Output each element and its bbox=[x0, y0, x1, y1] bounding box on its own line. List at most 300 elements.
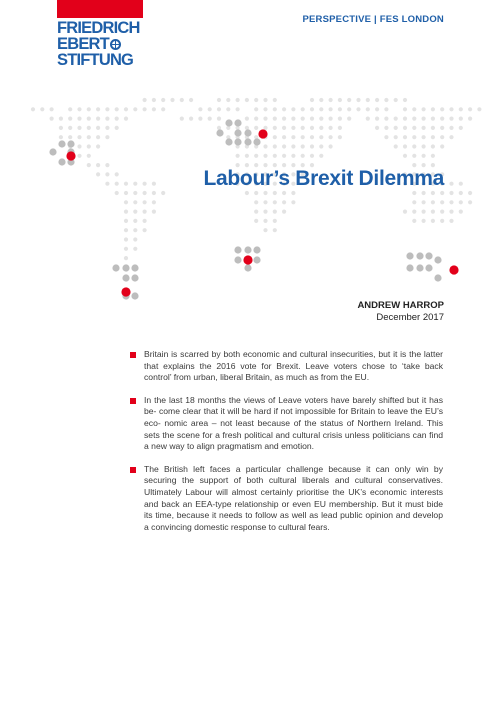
map-dot bbox=[291, 117, 295, 121]
map-dot bbox=[459, 107, 463, 111]
map-dot bbox=[124, 247, 128, 251]
map-dot bbox=[68, 126, 72, 130]
map-dot bbox=[338, 135, 342, 139]
map-dot bbox=[468, 107, 472, 111]
map-dot bbox=[291, 107, 295, 111]
map-dot-red bbox=[121, 287, 130, 296]
map-dot bbox=[412, 191, 416, 195]
fes-logo bbox=[57, 20, 167, 68]
map-dot-highlight bbox=[225, 138, 232, 145]
bullet-square-icon bbox=[130, 352, 136, 358]
map-dot bbox=[143, 200, 147, 204]
map-dot bbox=[366, 98, 370, 102]
map-dot bbox=[87, 107, 91, 111]
map-dot bbox=[161, 98, 165, 102]
map-dot bbox=[412, 126, 416, 130]
map-dot bbox=[236, 154, 240, 158]
map-dot bbox=[422, 210, 426, 214]
map-dot bbox=[366, 107, 370, 111]
map-dot bbox=[68, 135, 72, 139]
map-dot bbox=[152, 200, 156, 204]
map-dot bbox=[59, 135, 63, 139]
map-dot bbox=[440, 200, 444, 204]
map-dot bbox=[403, 144, 407, 148]
map-dot-highlight bbox=[253, 246, 260, 253]
map-dot bbox=[105, 126, 109, 130]
map-dot-highlight bbox=[253, 256, 260, 263]
map-dot-red bbox=[449, 265, 458, 274]
map-dot bbox=[347, 98, 351, 102]
map-dot bbox=[347, 107, 351, 111]
map-dot bbox=[143, 219, 147, 223]
map-dot bbox=[133, 237, 137, 241]
logo-red-bar bbox=[57, 0, 143, 18]
map-dot bbox=[115, 126, 119, 130]
map-dot-highlight bbox=[225, 119, 232, 126]
map-dot bbox=[87, 135, 91, 139]
map-dot bbox=[329, 135, 333, 139]
map-dot bbox=[329, 107, 333, 111]
map-dot-highlight bbox=[244, 129, 251, 136]
map-dot bbox=[319, 117, 323, 121]
map-dot-highlight bbox=[425, 252, 432, 259]
map-dot bbox=[124, 228, 128, 232]
map-dot bbox=[152, 98, 156, 102]
map-dot bbox=[254, 191, 258, 195]
map-dot bbox=[40, 107, 44, 111]
map-dot bbox=[282, 135, 286, 139]
map-dot bbox=[273, 200, 277, 204]
map-dot bbox=[245, 117, 249, 121]
map-dot bbox=[50, 107, 54, 111]
map-dot bbox=[310, 107, 314, 111]
map-dot bbox=[282, 144, 286, 148]
map-dot bbox=[449, 200, 453, 204]
map-dot bbox=[273, 126, 277, 130]
map-dot bbox=[394, 126, 398, 130]
map-dot bbox=[403, 210, 407, 214]
map-dot bbox=[422, 126, 426, 130]
logo-line-3: STIFTUNG bbox=[57, 51, 134, 69]
logo-line-2 bbox=[57, 36, 167, 52]
map-dot-highlight bbox=[244, 138, 251, 145]
map-dot bbox=[440, 210, 444, 214]
map-dot bbox=[431, 191, 435, 195]
map-dot bbox=[133, 191, 137, 195]
map-dot bbox=[198, 107, 202, 111]
map-dot-highlight bbox=[434, 256, 441, 263]
map-dot bbox=[263, 144, 267, 148]
map-dot bbox=[161, 191, 165, 195]
map-dot bbox=[96, 144, 100, 148]
map-dot bbox=[263, 200, 267, 204]
map-dot bbox=[273, 228, 277, 232]
map-dot bbox=[282, 191, 286, 195]
map-dot bbox=[161, 107, 165, 111]
map-dot bbox=[77, 135, 81, 139]
map-dot bbox=[431, 219, 435, 223]
map-dot bbox=[273, 144, 277, 148]
map-dot bbox=[133, 247, 137, 251]
map-dot bbox=[412, 200, 416, 204]
map-dot bbox=[301, 144, 305, 148]
map-dot bbox=[422, 154, 426, 158]
map-dot bbox=[217, 107, 221, 111]
map-dot bbox=[440, 107, 444, 111]
map-dot bbox=[96, 126, 100, 130]
map-dot bbox=[291, 191, 295, 195]
map-dot bbox=[282, 117, 286, 121]
bullet-square-icon bbox=[130, 467, 136, 473]
map-dot bbox=[124, 191, 128, 195]
map-dot-highlight bbox=[416, 252, 423, 259]
map-dot bbox=[105, 117, 109, 121]
map-dot bbox=[422, 191, 426, 195]
map-dot-highlight bbox=[234, 138, 241, 145]
map-dot bbox=[422, 107, 426, 111]
map-dot bbox=[422, 135, 426, 139]
map-dot bbox=[338, 98, 342, 102]
map-dot bbox=[254, 154, 258, 158]
map-dot bbox=[412, 154, 416, 158]
map-dot bbox=[68, 117, 72, 121]
map-dot bbox=[263, 126, 267, 130]
map-dot bbox=[87, 144, 91, 148]
map-dot bbox=[254, 219, 258, 223]
map-dot bbox=[124, 256, 128, 260]
map-dot-highlight bbox=[112, 264, 119, 271]
map-dot bbox=[477, 107, 481, 111]
map-dot bbox=[273, 219, 277, 223]
map-dot bbox=[143, 191, 147, 195]
bullet-item bbox=[130, 395, 443, 453]
map-dot bbox=[431, 154, 435, 158]
map-dot bbox=[384, 117, 388, 121]
map-dot bbox=[319, 98, 323, 102]
map-dot bbox=[115, 107, 119, 111]
map-dot bbox=[208, 117, 212, 121]
map-dot bbox=[319, 126, 323, 130]
map-dot-red bbox=[66, 151, 75, 160]
map-dot bbox=[254, 210, 258, 214]
map-dot bbox=[263, 154, 267, 158]
map-dot bbox=[263, 117, 267, 121]
bullet-text: The British left faces a particular challenge because it can only win by securing the support of both cultural liberals and cultural conservatives. Ultimately Labour will almost certainly prioritise the UK’s economic interests and back an EEA-type relationship or even EU membership. But it must bide its time, because it needs to follow as well as lead public opinion and develop a convincing domestic response to cultural fears. bbox=[144, 463, 443, 532]
map-dot bbox=[449, 107, 453, 111]
map-dot bbox=[440, 117, 444, 121]
map-dot bbox=[282, 126, 286, 130]
map-dot bbox=[77, 144, 81, 148]
map-dot bbox=[254, 126, 258, 130]
map-dot-highlight bbox=[416, 264, 423, 271]
map-dot bbox=[412, 107, 416, 111]
map-dot bbox=[440, 191, 444, 195]
globe-icon bbox=[110, 39, 121, 50]
map-dot bbox=[459, 200, 463, 204]
map-dot bbox=[468, 117, 472, 121]
map-dot bbox=[301, 126, 305, 130]
map-dot bbox=[329, 117, 333, 121]
map-dot bbox=[273, 191, 277, 195]
map-dot bbox=[459, 182, 463, 186]
map-dot bbox=[384, 107, 388, 111]
map-dot bbox=[440, 135, 444, 139]
series-label: PERSPECTIVE | FES LONDON bbox=[302, 14, 444, 25]
map-dot bbox=[412, 135, 416, 139]
map-dot bbox=[273, 107, 277, 111]
map-dot bbox=[50, 117, 54, 121]
map-dot bbox=[412, 219, 416, 223]
map-dot bbox=[347, 117, 351, 121]
map-dot bbox=[449, 219, 453, 223]
map-dot bbox=[422, 200, 426, 204]
map-dot-highlight bbox=[122, 274, 129, 281]
map-dot bbox=[273, 98, 277, 102]
map-dot bbox=[124, 107, 128, 111]
map-dot bbox=[59, 117, 63, 121]
map-dot bbox=[440, 219, 444, 223]
map-dot-red bbox=[243, 255, 252, 264]
map-dot bbox=[301, 107, 305, 111]
map-dot bbox=[152, 107, 156, 111]
map-dot bbox=[356, 107, 360, 111]
world-dot-map bbox=[0, 90, 504, 330]
map-dot bbox=[152, 191, 156, 195]
map-dot bbox=[77, 107, 81, 111]
map-dot bbox=[254, 98, 258, 102]
map-dot-highlight bbox=[406, 252, 413, 259]
map-dot bbox=[440, 126, 444, 130]
map-dot bbox=[319, 144, 323, 148]
map-dot bbox=[394, 98, 398, 102]
map-dot-highlight bbox=[406, 264, 413, 271]
map-dot bbox=[180, 98, 184, 102]
map-dot bbox=[282, 107, 286, 111]
map-dot bbox=[459, 126, 463, 130]
map-dot bbox=[236, 98, 240, 102]
summary-bullets bbox=[130, 349, 443, 544]
map-dot-highlight bbox=[58, 158, 65, 165]
map-dot bbox=[394, 144, 398, 148]
map-dot bbox=[403, 154, 407, 158]
map-dot-highlight bbox=[58, 140, 65, 147]
map-dot bbox=[273, 154, 277, 158]
map-dot bbox=[301, 154, 305, 158]
map-dot bbox=[394, 117, 398, 121]
map-dot bbox=[338, 117, 342, 121]
map-dot bbox=[254, 107, 258, 111]
document-title: Labour’s Brexit Dilemma bbox=[203, 167, 444, 190]
map-dot-highlight bbox=[244, 264, 251, 271]
map-dot bbox=[124, 219, 128, 223]
map-dot bbox=[245, 98, 249, 102]
map-dot-highlight bbox=[425, 264, 432, 271]
map-dot bbox=[217, 117, 221, 121]
map-dot bbox=[273, 210, 277, 214]
map-dot bbox=[329, 144, 333, 148]
map-dot bbox=[96, 117, 100, 121]
map-dot bbox=[189, 117, 193, 121]
bullet-item bbox=[130, 349, 443, 384]
map-dot bbox=[105, 135, 109, 139]
map-dot bbox=[143, 98, 147, 102]
map-dot bbox=[375, 107, 379, 111]
map-dot bbox=[449, 117, 453, 121]
map-dot bbox=[263, 191, 267, 195]
map-dot-highlight bbox=[122, 264, 129, 271]
map-dot bbox=[133, 219, 137, 223]
map-dot bbox=[356, 98, 360, 102]
map-dot bbox=[375, 126, 379, 130]
map-dot-highlight bbox=[67, 140, 74, 147]
bullet-text: Britain is scarred by both economic and cultural insecurities, but it is the latter that explains the 2016 vote for Brexit. Leave voters chose to ‘take back control’ from urban, liberal Britain, as much as from the EU. bbox=[144, 349, 443, 383]
map-dot bbox=[468, 191, 472, 195]
map-dot bbox=[105, 107, 109, 111]
map-dot bbox=[449, 126, 453, 130]
map-dot-highlight bbox=[131, 264, 138, 271]
map-dot bbox=[422, 144, 426, 148]
map-dot-highlight bbox=[253, 138, 260, 145]
map-dot bbox=[319, 135, 323, 139]
map-dot bbox=[236, 107, 240, 111]
map-dot bbox=[87, 117, 91, 121]
map-dot bbox=[263, 107, 267, 111]
map-dot bbox=[412, 144, 416, 148]
map-dot bbox=[124, 117, 128, 121]
map-dot bbox=[384, 135, 388, 139]
map-dot bbox=[291, 144, 295, 148]
map-dot bbox=[189, 98, 193, 102]
map-dot bbox=[412, 117, 416, 121]
map-dot bbox=[431, 117, 435, 121]
map-dot bbox=[263, 219, 267, 223]
map-dot bbox=[310, 135, 314, 139]
map-dot bbox=[422, 117, 426, 121]
map-dot bbox=[329, 98, 333, 102]
map-dot bbox=[403, 117, 407, 121]
map-dot bbox=[87, 126, 91, 130]
map-dot bbox=[403, 126, 407, 130]
map-dot bbox=[143, 107, 147, 111]
map-dot-highlight bbox=[131, 274, 138, 281]
map-dot bbox=[449, 210, 453, 214]
map-dot bbox=[431, 135, 435, 139]
map-dot bbox=[226, 107, 230, 111]
map-dot bbox=[254, 200, 258, 204]
map-dot bbox=[273, 135, 277, 139]
map-dot bbox=[310, 117, 314, 121]
map-dot-highlight bbox=[234, 129, 241, 136]
map-dot bbox=[273, 117, 277, 121]
map-dot bbox=[124, 210, 128, 214]
map-dot bbox=[412, 210, 416, 214]
map-dot-highlight bbox=[216, 129, 223, 136]
map-dot bbox=[329, 126, 333, 130]
map-dot bbox=[403, 98, 407, 102]
map-dot bbox=[263, 228, 267, 232]
map-dot bbox=[124, 237, 128, 241]
bullet-square-icon bbox=[130, 398, 136, 404]
map-dot-highlight bbox=[131, 292, 138, 299]
map-dot-highlight bbox=[49, 148, 56, 155]
map-dot bbox=[245, 191, 249, 195]
map-dot bbox=[282, 200, 286, 204]
map-dot bbox=[282, 210, 286, 214]
map-dot-highlight bbox=[234, 246, 241, 253]
map-dot bbox=[449, 191, 453, 195]
map-dot bbox=[422, 219, 426, 223]
map-dot bbox=[468, 200, 472, 204]
map-dot bbox=[431, 107, 435, 111]
map-dot bbox=[133, 210, 137, 214]
map-dot bbox=[310, 154, 314, 158]
map-dot bbox=[31, 107, 35, 111]
map-dot bbox=[375, 117, 379, 121]
bullet-text: In the last 18 months the views of Leave voters have barely shifted but it has be- come clear that it will be hard if not impossible for Britain to leave the EU’s eco- nomic area – not least because of the status of Northern Ireland. This sets the scene for a fresh political and cultural crisis unless politicians can find a new way to align pragmatism and emotion. bbox=[144, 394, 443, 452]
map-dot bbox=[449, 135, 453, 139]
map-dot bbox=[375, 98, 379, 102]
map-dot bbox=[282, 154, 286, 158]
logo-line-2-text: EBERT bbox=[57, 35, 109, 53]
map-dot bbox=[291, 126, 295, 130]
map-dot bbox=[217, 126, 221, 130]
map-dot bbox=[384, 98, 388, 102]
map-dot bbox=[384, 126, 388, 130]
map-dot bbox=[449, 182, 453, 186]
map-dot bbox=[87, 154, 91, 158]
map-dot bbox=[77, 126, 81, 130]
map-dot bbox=[208, 107, 212, 111]
map-dot bbox=[143, 210, 147, 214]
map-dot bbox=[338, 126, 342, 130]
map-dot bbox=[310, 126, 314, 130]
map-dot bbox=[96, 135, 100, 139]
map-dot bbox=[440, 144, 444, 148]
map-dot bbox=[217, 98, 221, 102]
map-dot bbox=[59, 126, 63, 130]
map-dot-highlight bbox=[234, 256, 241, 263]
map-dot bbox=[115, 117, 119, 121]
bullet-item bbox=[130, 464, 443, 534]
map-dot bbox=[170, 98, 174, 102]
map-dot bbox=[77, 154, 81, 158]
map-dot bbox=[124, 200, 128, 204]
map-dot bbox=[77, 117, 81, 121]
map-dot bbox=[431, 200, 435, 204]
map-dot bbox=[459, 117, 463, 121]
map-dot bbox=[263, 210, 267, 214]
map-dot bbox=[319, 154, 323, 158]
map-dot bbox=[226, 98, 230, 102]
map-dot bbox=[319, 107, 323, 111]
map-dot bbox=[366, 117, 370, 121]
map-dot bbox=[301, 117, 305, 121]
map-dot bbox=[152, 210, 156, 214]
map-dot bbox=[133, 200, 137, 204]
map-dot bbox=[115, 191, 119, 195]
logo-line-1: FRIEDRICH bbox=[57, 19, 140, 37]
map-dot bbox=[245, 154, 249, 158]
map-dot-highlight bbox=[234, 119, 241, 126]
map-dot bbox=[180, 117, 184, 121]
map-dot bbox=[338, 107, 342, 111]
map-dot bbox=[263, 98, 267, 102]
map-dot bbox=[459, 191, 463, 195]
map-dot bbox=[459, 210, 463, 214]
publication-date: December 2017 bbox=[376, 312, 444, 323]
map-dot bbox=[96, 107, 100, 111]
map-dot bbox=[403, 135, 407, 139]
